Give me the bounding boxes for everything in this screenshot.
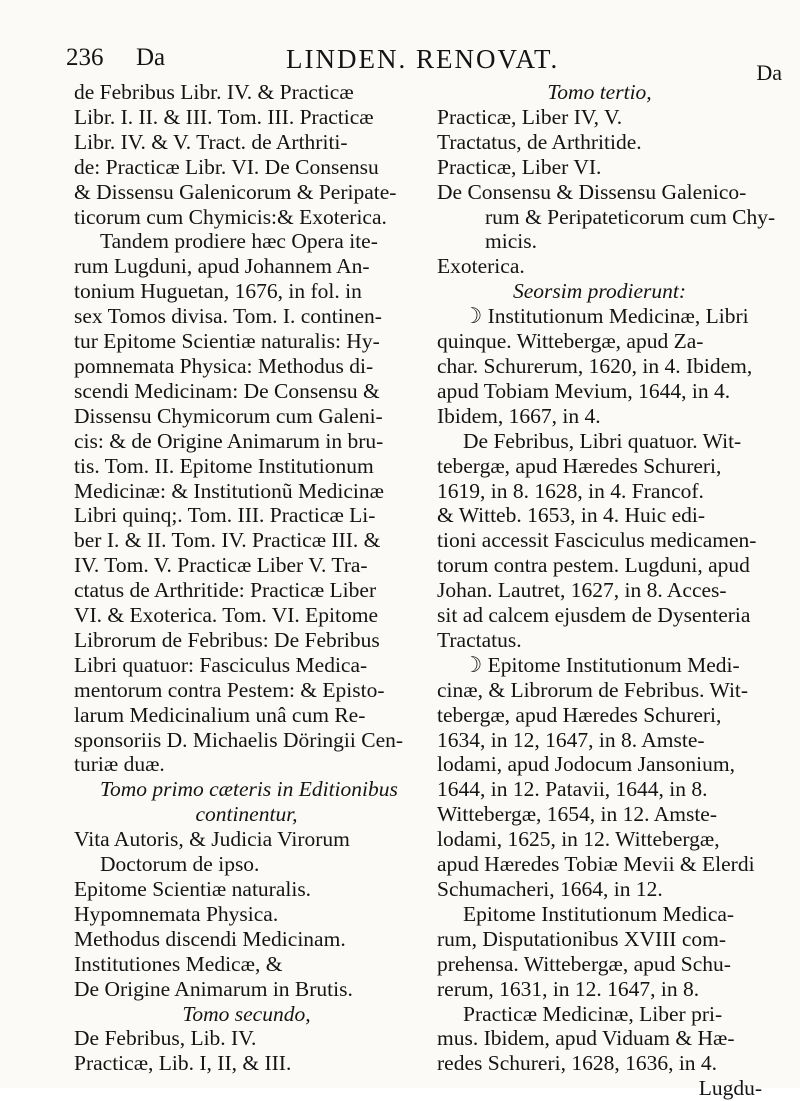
text-line: larum Medicinalium unâ cum Re- xyxy=(74,702,366,727)
text-line: rum Lugduni, apud Johannem An- xyxy=(74,254,370,279)
section-heading: Tomo primo cæteris in Editionibus xyxy=(100,777,398,802)
text-line: rum & Peripateticorum cum Chy- xyxy=(485,204,776,229)
text-line: Johan. Lautret, 1627, in 8. Acces- xyxy=(437,578,727,603)
text-line: sex Tomos divisa. Tom. I. continen- xyxy=(74,304,382,329)
text-line: Practicæ, Lib. I, II, & III. xyxy=(74,1051,292,1076)
text-line: tonium Huguetan, 1676, in fol. in xyxy=(74,279,362,304)
text-line: Practicæ, Liber IV, V. xyxy=(437,104,623,129)
page-number: 236 xyxy=(66,44,104,71)
text-line: 1644, in 12. Patavii, 1644, in 8. xyxy=(437,777,708,802)
text-line: Epitome Institutionum Medica- xyxy=(463,901,735,926)
text-line: apud Hæredes Tobiæ Mevii & Elerdi xyxy=(437,852,755,877)
text-line: Tractatus, de Arthritide. xyxy=(437,129,642,154)
text-line: mentorum contra Pestem: & Episto- xyxy=(74,677,385,702)
text-line: de Febribus Libr. IV. & Practicæ xyxy=(74,80,354,104)
text-line: De Consensu & Dissensu Galenico- xyxy=(437,179,747,204)
text-line: Methodus discendi Medicinam. xyxy=(74,926,346,951)
text-line: char. Schurerum, 1620, in 4. Ibidem, xyxy=(437,353,753,378)
text-line: Tandem prodiere hæc Opera ite- xyxy=(100,229,378,254)
header-left-tag: Da xyxy=(136,44,166,71)
catchword: Lugdu- xyxy=(698,1076,762,1101)
text-line: Medicinæ: & Institutionũ Medicinæ xyxy=(74,478,384,503)
text-line: De Origine Animarum in Brutis. xyxy=(74,976,353,1001)
text-line: 1619, in 8. 1628, in 4. Francof. xyxy=(437,478,704,503)
text-line: sit ad calcem ejusdem de Dysenteria xyxy=(437,603,751,628)
text-line: quinque. Wittebergæ, apud Za- xyxy=(437,329,704,354)
running-header xyxy=(66,44,782,85)
text-line: sponsoriis D. Michaelis Döringii Cen- xyxy=(74,727,404,752)
text-line: Schumacheri, 1664, in 12. xyxy=(437,877,663,901)
text-line: Practicæ Medicinæ, Liber pri- xyxy=(463,1001,723,1026)
text-line: De Febribus, Libri quatuor. Wit- xyxy=(463,428,742,453)
text-line: Exoterica. xyxy=(437,254,525,279)
text-line: Hypomnemata Physica. xyxy=(74,901,279,926)
text-line: Institutiones Medicæ, & xyxy=(74,951,283,976)
section-heading: Tomo secundo, xyxy=(182,1001,311,1026)
text-line: redes Schureri, 1628, 1636, in 4. xyxy=(437,1051,718,1076)
text-line: tebergæ, apud Hæredes Schureri, xyxy=(437,702,722,727)
text-line: & Witteb. 1653, in 4. Huic edi- xyxy=(437,503,706,528)
text-line: Tractatus. xyxy=(437,627,522,652)
text-line: Dissensu Chymicorum cum Galeni- xyxy=(74,403,383,428)
section-heading: continentur, xyxy=(195,802,298,827)
text-line: de: Practicæ Libr. VI. De Consensu xyxy=(74,154,379,179)
text-line: pomnemata Physica: Methodus di- xyxy=(74,353,374,378)
right-column xyxy=(437,80,776,1101)
text-line: ctatus de Arthritide: Practicæ Liber xyxy=(74,578,377,603)
text-line: Libr. I. II. & III. Tom. III. Practicæ xyxy=(74,104,374,129)
text-line: tioni accessit Fasciculus medicamen- xyxy=(437,528,757,553)
text-line: ☽ Institutionum Medicinæ, Libri xyxy=(463,304,749,329)
text-line: tur Epitome Scientiæ naturalis: Hy- xyxy=(74,329,380,354)
text-line: mus. Ibidem, apud Viduam & Hæ- xyxy=(437,1026,735,1051)
text-line: Epitome Scientiæ naturalis. xyxy=(74,877,312,901)
section-heading: Tomo tertio, xyxy=(547,80,652,104)
text-line: tebergæ, apud Hæredes Schureri, xyxy=(437,453,722,478)
text-line: Libri quinq;. Tom. III. Practicæ Li- xyxy=(74,503,376,528)
text-line: ticorum cum Chymicis:& Exoterica. xyxy=(74,204,387,229)
text-line: tis. Tom. II. Epitome Institutionum xyxy=(74,453,374,478)
header-right-tag: Da xyxy=(756,60,782,85)
text-line: De Febribus, Lib. IV. xyxy=(74,1026,257,1051)
running-title: LINDEN. RENOVAT. xyxy=(286,44,560,74)
text-line: Librorum de Febribus: De Febribus xyxy=(74,627,380,652)
text-line: Libri quatuor: Fasciculus Medica- xyxy=(74,652,368,677)
section-heading: Seorsim prodierunt: xyxy=(513,279,686,304)
text-line: Practicæ, Liber VI. xyxy=(437,154,602,179)
text-line: Ibidem, 1667, in 4. xyxy=(437,403,601,428)
text-line: apud Tobiam Mevium, 1644, in 4. xyxy=(437,378,731,403)
text-line: lodami, apud Jodocum Jansonium, xyxy=(437,752,735,777)
text-line: VI. & Exoterica. Tom. VI. Epitome xyxy=(74,603,379,628)
text-line: torum contra pestem. Lugduni, apud xyxy=(437,553,750,578)
text-line: & Dissensu Galenicorum & Peripate- xyxy=(74,179,397,204)
text-line: Libr. IV. & V. Tract. de Arthriti- xyxy=(74,129,348,154)
text-line: cis: & de Origine Animarum in bru- xyxy=(74,428,384,453)
text-line: 1634, in 12, 1647, in 8. Amste- xyxy=(437,727,705,752)
text-line: lodami, 1625, in 12. Wittebergæ, xyxy=(437,827,720,852)
text-line: ber I. & II. Tom. IV. Practicæ III. & xyxy=(74,528,381,553)
text-line: scendi Medicinam: De Consensu & xyxy=(74,378,380,403)
left-column xyxy=(74,80,419,1076)
text-line: rerum, 1631, in 12. 1647, in 8. xyxy=(437,976,700,1001)
text-line: Vita Autoris, & Judicia Virorum xyxy=(74,827,350,852)
text-line: IV. Tom. V. Practicæ Liber V. Tra- xyxy=(74,553,368,578)
text-line: Doctorum de ipso. xyxy=(100,852,260,877)
text-line: rum, Disputationibus XVIII com- xyxy=(437,926,727,951)
text-line: cinæ, & Librorum de Febribus. Wit- xyxy=(437,677,749,702)
text-line: micis. xyxy=(485,229,537,254)
text-line: prehensa. Wittebergæ, apud Schu- xyxy=(437,951,731,976)
text-line: turiæ duæ. xyxy=(74,752,165,777)
text-line: ☽ Epitome Institutionum Medi- xyxy=(463,652,740,677)
text-line: Wittebergæ, 1654, in 12. Amste- xyxy=(437,802,718,827)
